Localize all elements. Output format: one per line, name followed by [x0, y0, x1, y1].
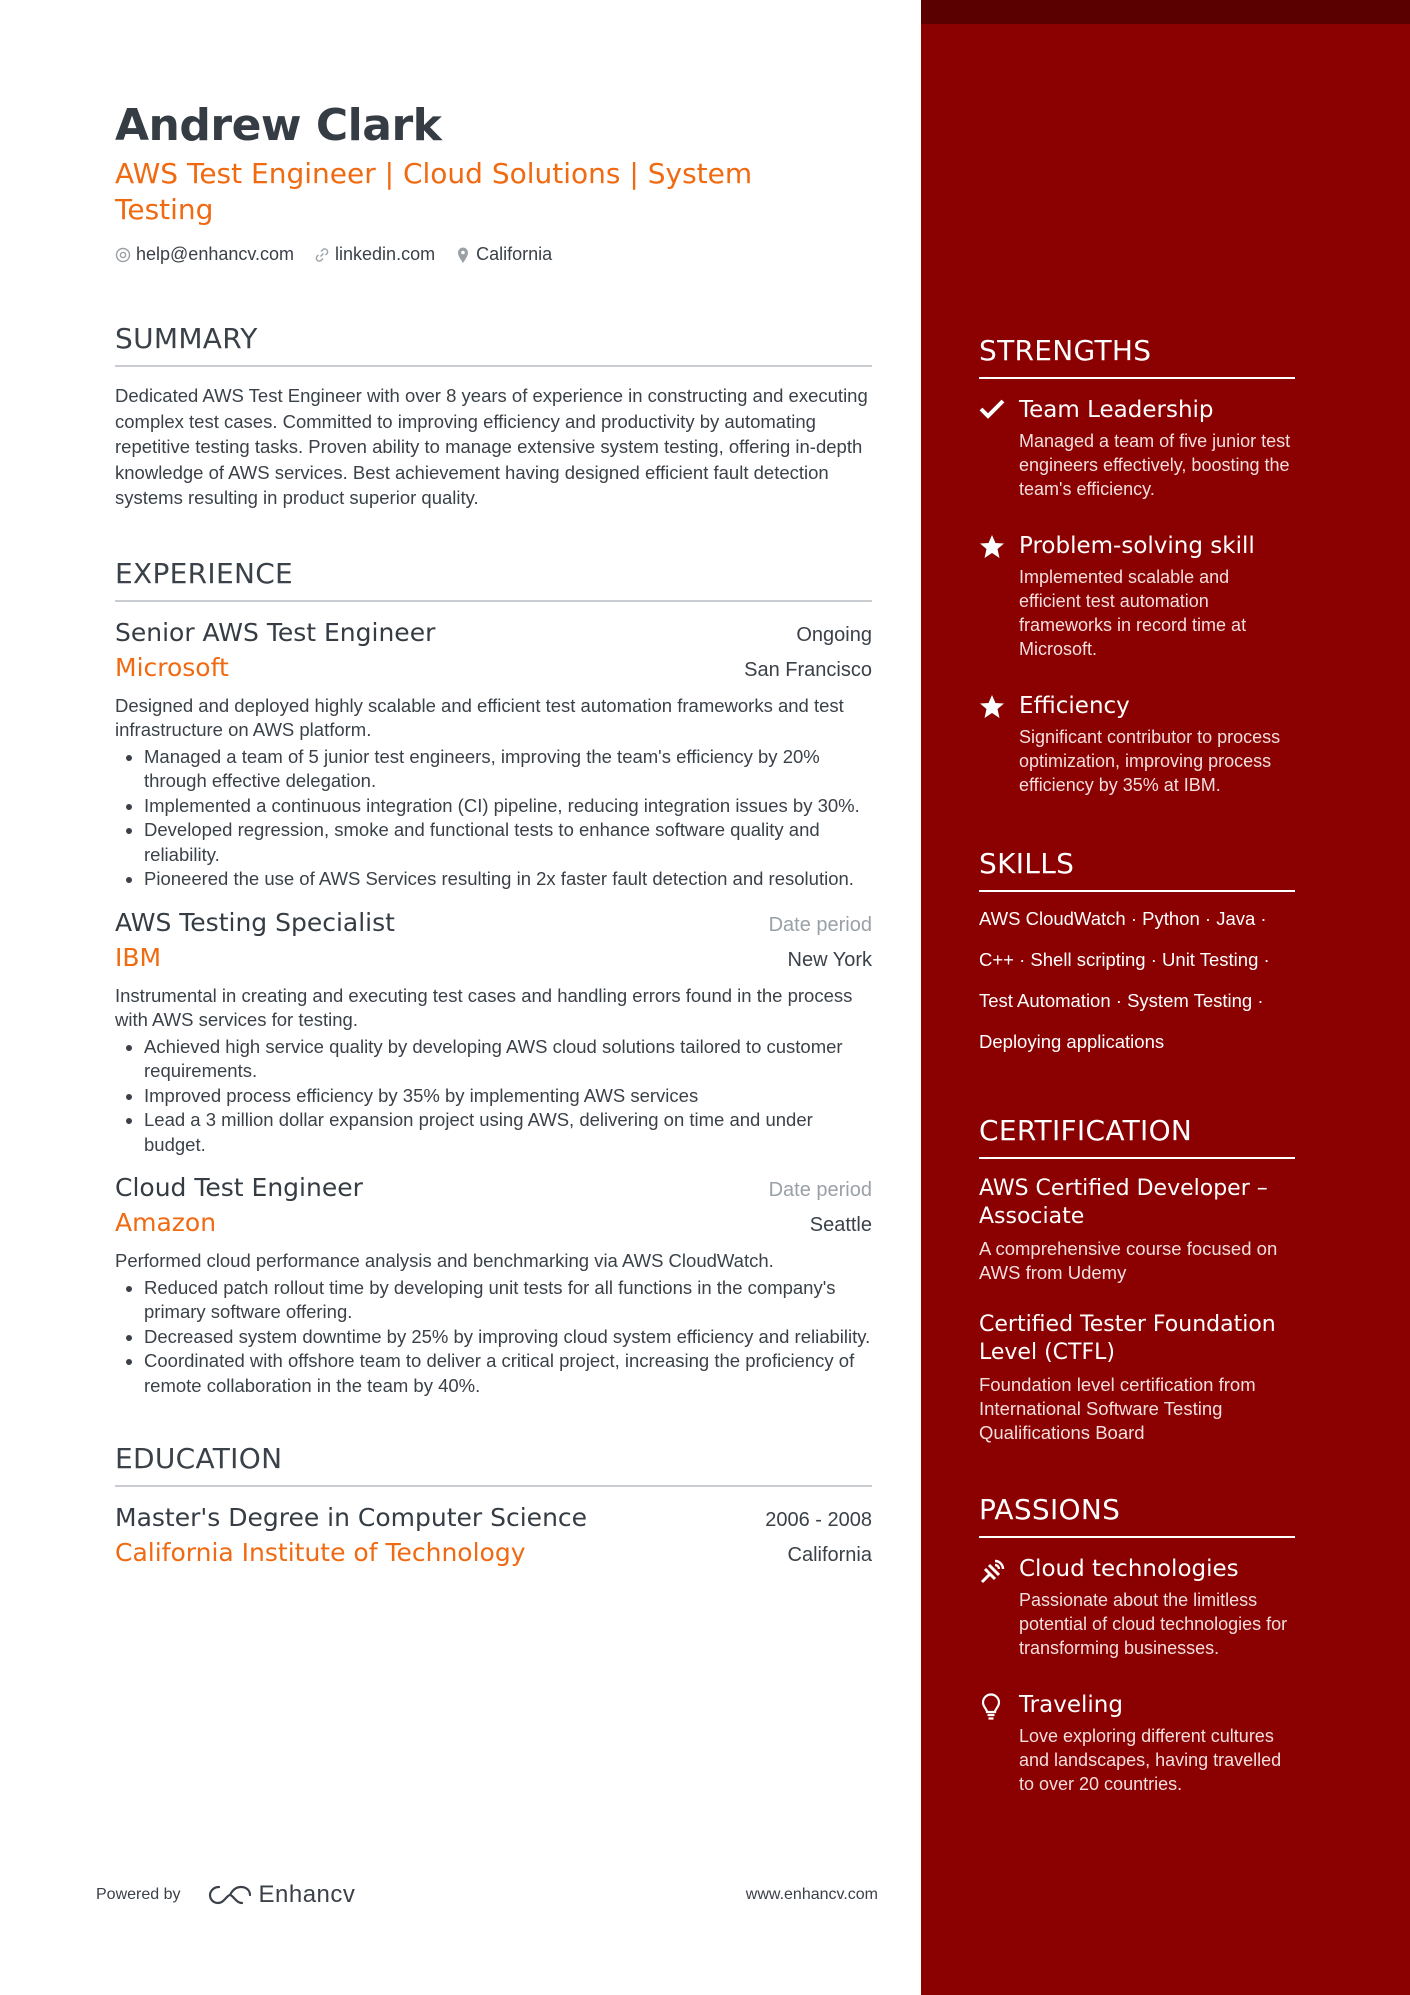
summary-section: [115, 322, 872, 511]
job-description: Designed and deployed highly scalable and efficient test automation frameworks and test infrastructure on AWS platform.: [115, 694, 844, 740]
education-degree: Master's Degree in Computer Science: [115, 1503, 588, 1532]
job-location: San Francisco: [744, 658, 872, 681]
skill-item: AWS CloudWatch: [979, 908, 1126, 929]
job-role: Senior AWS Test Engineer: [115, 617, 436, 647]
brand-name: Enhancv: [258, 1881, 356, 1908]
linkedin-text: linkedin.com: [335, 244, 436, 264]
job-date: Ongoing: [796, 623, 872, 646]
passion-desc: Love exploring different cultures and landscapes, having travelled to over 20 countries.: [1019, 1726, 1282, 1794]
job-bullet: • Reduced patch rollout time by developing unit tests for all functions in the company's primary software offering.: [144, 1276, 872, 1325]
cert-desc: A comprehensive course focused on AWS from Udemy: [979, 1238, 1278, 1283]
job-role: AWS Testing Specialist: [115, 907, 395, 937]
job-description: Instrumental in creating and executing test cases and handling errors found in the process with AWS services for testing.: [115, 984, 853, 1030]
location-pin-icon: [455, 246, 471, 264]
skills-section: [979, 847, 1295, 1062]
education-heading: EDUCATION: [115, 1442, 872, 1487]
candidate-name: Andrew Clark: [115, 100, 442, 151]
skill-item: System Testing: [1127, 990, 1253, 1011]
enhancv-logo[interactable]: [207, 1881, 356, 1909]
job-company: IBM: [115, 942, 162, 972]
job-bullet: • Pioneered the use of AWS Services resulting in 2x faster fault detection and resolution.: [144, 867, 872, 892]
skill-item: Unit Testing: [1162, 949, 1259, 970]
job-date: Date period: [768, 913, 872, 936]
strength-item: [979, 395, 1295, 501]
strength-title: Problem-solving skill: [1019, 533, 1255, 559]
strength-desc: Implemented scalable and efficient test automation frameworks in record time at Microsoft.: [1019, 567, 1247, 659]
job-bullet: • Decreased system downtime by 25% by improving cloud system efficiency and reliability.: [144, 1325, 872, 1350]
passion-item: [979, 1690, 1295, 1796]
education-school: California Institute of Technology: [115, 1538, 526, 1567]
strength-title: Team Leadership: [1019, 397, 1214, 423]
contact-email[interactable]: [115, 244, 294, 265]
strength-desc: Significant contributor to process optimization, improving process efficiency by 35% at IBM.: [1019, 727, 1281, 795]
job-bullet: • Managed a team of 5 junior test engineers, improving the team's efficiency by 20% through effective delegation.: [144, 745, 872, 794]
passions-heading: PASSIONS: [979, 1493, 1295, 1538]
main-column: [115, 96, 872, 1567]
experience-section: [115, 557, 872, 1399]
email-text: help@enhancv.com: [136, 244, 295, 264]
job-company: Microsoft: [115, 652, 229, 682]
job-bullets: [115, 1035, 872, 1158]
education-section: [115, 1442, 872, 1567]
strengths-section: [979, 334, 1295, 797]
passion-item: [979, 1554, 1295, 1660]
job-entry: [115, 618, 872, 892]
job-bullet: • Implemented a continuous integration (CI) pipeline, reducing integration issues by 30%.: [144, 794, 872, 819]
lightbulb-icon: [979, 1693, 1003, 1721]
skills-heading: SKILLS: [979, 847, 1295, 892]
job-entry: [115, 908, 872, 1158]
sidebar-top-band: [921, 0, 1410, 24]
contact-linkedin[interactable]: [314, 244, 435, 265]
cert-title: Certified Tester Foundation Level (CTFL): [979, 1312, 1276, 1365]
skill-item: Test Automation: [979, 990, 1111, 1011]
at-icon: [115, 247, 131, 263]
powered-by-label: Powered by: [96, 1886, 181, 1903]
education-location: California: [787, 1544, 872, 1566]
sidebar-content: [979, 334, 1295, 1796]
certification-section: [979, 1114, 1295, 1445]
location-text: California: [476, 244, 553, 264]
job-bullet: • Coordinated with offshore team to deliver a critical project, increasing the proficiency of remote collaboration in the team by 40%.: [144, 1349, 872, 1398]
contact-location: [455, 244, 552, 265]
skill-item: C++: [979, 949, 1014, 970]
contact-row: [115, 244, 872, 265]
cert-desc: Foundation level certification from International Software Testing Qualifications Board: [979, 1374, 1256, 1443]
job-bullet: • Improved process efficiency by 35% by implementing AWS services: [144, 1084, 872, 1109]
job-entry: [115, 1173, 872, 1398]
strengths-heading: STRENGTHS: [979, 334, 1295, 379]
star-icon: [979, 534, 1005, 560]
footer: [96, 1880, 878, 1910]
job-bullets: [115, 1276, 872, 1399]
passions-section: [979, 1493, 1295, 1796]
summary-heading: SUMMARY: [115, 322, 872, 367]
passion-title: Cloud technologies: [1019, 1556, 1239, 1582]
website-link[interactable]: www.enhancv.com: [745, 1886, 878, 1903]
skill-item: Java: [1216, 908, 1256, 929]
job-bullet: • Developed regression, smoke and functional tests to enhance software quality and reliability.: [144, 818, 872, 867]
passion-desc: Passionate about the limitless potential of cloud technologies for transforming businesses.: [1019, 1590, 1288, 1658]
job-role: Cloud Test Engineer: [115, 1173, 363, 1202]
cert-title: AWS Certified Developer – Associate: [979, 1176, 1268, 1229]
job-description: Performed cloud performance analysis and benchmarking via AWS CloudWatch.: [115, 1250, 774, 1271]
skill-item: Deploying applications: [979, 1031, 1165, 1052]
job-location: Seattle: [809, 1214, 872, 1236]
strength-title: Efficiency: [1019, 693, 1130, 719]
strength-desc: Managed a team of five junior test engineers effectively, boosting the team's efficiency.: [1019, 431, 1291, 499]
strength-item: [979, 691, 1295, 797]
job-bullet: • Lead a 3 million dollar expansion project using AWS, delivering on time and under budget.: [144, 1108, 872, 1157]
job-date: Date period: [768, 1179, 872, 1201]
enhancv-logo-icon: [207, 1883, 253, 1907]
link-icon: [314, 247, 330, 263]
job-bullets: [115, 745, 872, 892]
job-location: New York: [787, 948, 872, 971]
summary-text: Dedicated AWS Test Engineer with over 8 years of experience in constructing and executing complex test cases. Committed to improving efficiency and productivity by automating repetitive testing tasks. Proven ability to manage extensive system testing, offering in-depth knowledge of AWS services. Best achievement having designed efficient fault detection systems resulting in product superior quality.: [115, 385, 868, 508]
star-icon: [979, 694, 1005, 720]
certification-heading: CERTIFICATION: [979, 1114, 1295, 1159]
skill-item: Shell scripting: [1030, 949, 1146, 970]
passion-title: Traveling: [1019, 1692, 1123, 1718]
skill-item: Python: [1142, 908, 1200, 929]
check-icon: [979, 398, 1005, 420]
job-company: Amazon: [115, 1208, 217, 1237]
experience-heading: EXPERIENCE: [115, 557, 872, 602]
satellite-icon: [979, 1557, 1007, 1585]
education-dates: 2006 - 2008: [765, 1509, 872, 1531]
candidate-title: AWS Test Engineer | Cloud Solutions | System Testing: [115, 157, 753, 226]
strength-item: [979, 531, 1295, 661]
skills-list: AWS CloudWatch · Python · Java · C++ · Shell scripting · Unit Testing · Test Automation · System Testing · Deploying applications: [979, 908, 1270, 1052]
job-bullet: • Achieved high service quality by developing AWS cloud solutions tailored to customer requirements.: [144, 1035, 872, 1084]
